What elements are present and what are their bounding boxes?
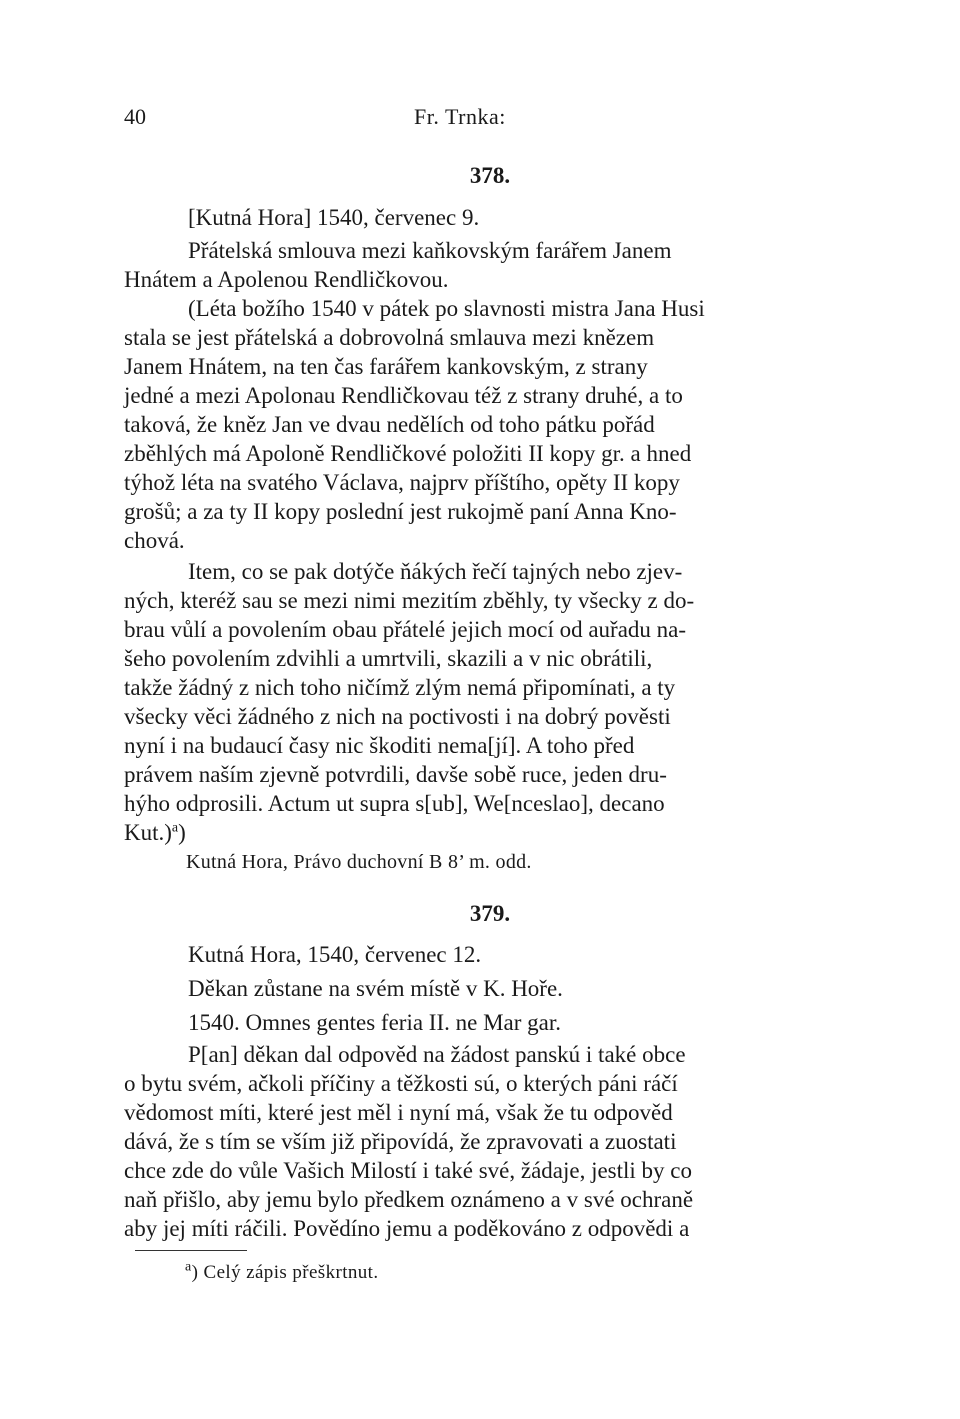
- regest-line: Hnátem a Apolenou Rendličkovou.: [124, 267, 449, 292]
- footnote-mark: a: [185, 1259, 192, 1275]
- page-header: [124, 104, 818, 134]
- document-number-378: 378.: [469, 163, 511, 188]
- text-line: týhož léta na svatého Václava, najprv příštího, opěty II kopy: [124, 470, 680, 495]
- text-line: naň přišlo, aby jemu bylo předkem oznámeno a v své ochraně: [124, 1187, 694, 1212]
- document-number-379: 379.: [469, 901, 511, 926]
- page-number: 40: [124, 104, 146, 129]
- footnote-divider: [135, 1250, 247, 1251]
- archival-source: Kutná Hora, Právo duchovní B 8’ m. odd.: [186, 851, 532, 873]
- text-line: právem naším zjevně potvrdili, davše sobě ruce, jeden dru-: [124, 762, 667, 787]
- text-fragment: Kut.): [124, 820, 172, 845]
- text-line: vědomost míti, které jest měl i nyní má, však že tu odpověd: [124, 1100, 673, 1125]
- text-line: Janem Hnátem, na ten čas farářem kankovským, z strany: [124, 354, 648, 379]
- text-line: (Léta božího 1540 v pátek po slavnosti mistra Jana Husi: [188, 296, 705, 321]
- text-line: hýho odprosili. Actum ut supra s[ub], We[nceslao], decano: [124, 791, 665, 816]
- running-head: Fr. Trnka:: [414, 104, 506, 129]
- text-line: stala se jest přátelská a dobrovolná smlauva mezi knězem: [124, 325, 655, 350]
- text-line: šeho povolením zdvihli a umrtvili, skazili a v nic obrátili,: [124, 646, 653, 671]
- text-line: o bytu svém, ačkoli příčiny a těžkosti sú, o kterých páni ráčí: [124, 1071, 678, 1096]
- text-line: zběhlých má Apoloně Rendličkové položiti II kopy gr. a hned: [124, 441, 692, 466]
- dating-line: 1540. Omnes gentes feria II. ne Mar gar.: [188, 1010, 561, 1035]
- text-line: P[an] děkan dal odpověd na žádost panskú i také obce: [188, 1042, 686, 1067]
- text-line: Item, co se pak dotýče ňákých řečí tajných nebo zjev-: [188, 559, 683, 584]
- text-line: chová.: [124, 528, 185, 553]
- text-line: ných, kteréž sau se mezi nimi mezitím zběhly, ty všecky z do-: [124, 588, 695, 613]
- text-line-last: [124, 818, 818, 847]
- text-line: jedné a mezi Apolonau Rendličkovau též z strany druhé, a to: [124, 383, 683, 408]
- text-line: brau vůlí a povolením obau přátelé jejich mocí od auřadu na-: [124, 617, 687, 642]
- text-fragment: ): [178, 820, 186, 845]
- regest-line: Přátelská smlouva mezi kaňkovským farářem Janem: [188, 238, 672, 263]
- footnote-text: ) Celý zápis přeškrtnut.: [191, 1262, 379, 1283]
- text-line: takže žádný z nich toho ničímž zlým nemá připomínati, a ty: [124, 675, 676, 700]
- text-line: taková, že kněz Jan ve dvau nedělích od toho pátku pořád: [124, 412, 655, 437]
- place-date-379: Kutná Hora, 1540, červenec 12.: [188, 942, 482, 967]
- text-line: grošů; a za ty II kopy poslední jest rukojmě paní Anna Kno-: [124, 499, 677, 524]
- place-date-378: [Kutná Hora] 1540, červenec 9.: [188, 205, 480, 230]
- regest-line: Děkan zůstane na svém místě v K. Hoře.: [188, 976, 563, 1001]
- footnote: [185, 1259, 379, 1284]
- text-line: chce zde do vůle Vašich Milostí i také své, žádaje, jestli by co: [124, 1158, 693, 1183]
- text-line: dává, že s tím se vším již připovídá, že zpravovati a zuostati: [124, 1129, 677, 1154]
- footnote-reference: a: [171, 820, 179, 836]
- text-line: nyní i na budaucí časy nic škoditi nema[jí]. A toho před: [124, 733, 635, 758]
- text-line: všecky věci žádného z nich na poctivosti i na dobrý pověsti: [124, 704, 671, 729]
- text-line: aby jej míti ráčili. Povědíno jemu a poděkováno z odpovědi a: [124, 1216, 690, 1241]
